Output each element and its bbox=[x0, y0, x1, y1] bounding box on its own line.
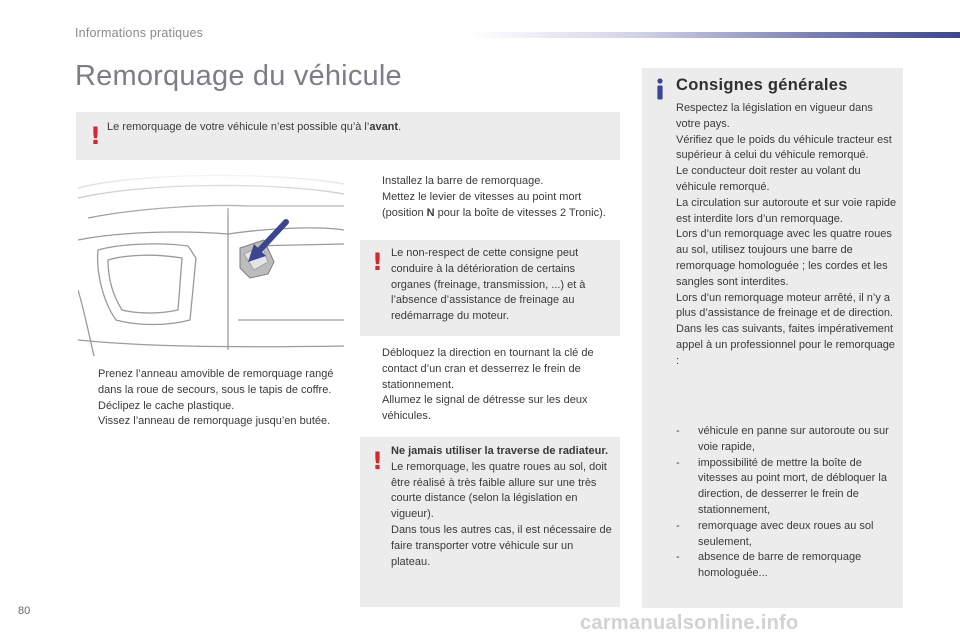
list-item bbox=[76, 399, 334, 415]
warning-bottom-text bbox=[391, 444, 613, 570]
list-item-text: Installez la barre de remorquage. bbox=[382, 175, 544, 187]
list-item-text: Allumez le signal de détresse sur les deux véhicules. bbox=[382, 394, 588, 423]
list-item bbox=[360, 190, 614, 222]
warning-middle-text: Le non-respect de cette consigne peut conduire à la détérioration de certains organes (freinage, transmission, ...) et à l’absence d’assistance de freinage au redémarrage du moteur. bbox=[391, 247, 586, 323]
list-item-text: véhicule en panne sur autoroute ou sur voie rapide, bbox=[698, 425, 889, 453]
middle-steps-list-2 bbox=[360, 346, 622, 425]
dash-mark: - bbox=[676, 425, 680, 437]
warning-bottom-bold: Ne jamais utiliser la traverse de radiateur. bbox=[391, 445, 609, 457]
list-item bbox=[676, 424, 898, 456]
gear-position-label: N bbox=[426, 206, 435, 219]
warning-icon: ! bbox=[372, 248, 383, 276]
general-instructions-text bbox=[676, 101, 898, 370]
watermark: carmanualsonline.info bbox=[580, 612, 799, 634]
list-item bbox=[76, 414, 334, 430]
left-steps-list bbox=[76, 367, 334, 430]
list-item bbox=[360, 393, 622, 425]
middle-steps-list-1 bbox=[360, 174, 614, 221]
list-item bbox=[360, 174, 614, 190]
section-label: Informations pratiques bbox=[75, 26, 204, 40]
warning-icon: ! bbox=[372, 447, 383, 475]
instruction-paragraph: Le conducteur doit rester au volant du véhicule remorqué. bbox=[676, 165, 861, 193]
list-item-text-before: Mettez le levier de vitesses au point mort (position bbox=[382, 190, 582, 219]
list-item-text: Débloquez la direction en tournant la clé de contact d’un cran et desserrez le frein de stationnement. bbox=[382, 347, 594, 391]
warning-top-text-after: . bbox=[398, 121, 402, 133]
instruction-paragraph: Vérifiez que le poids du véhicule tracteur est supérieur à celui du véhicule remorqué. bbox=[676, 133, 892, 162]
page-number: 80 bbox=[18, 605, 31, 617]
instruction-paragraph: Lors d’un remorquage avec les quatre roues au sol, utilisez toujours une barre de remorquage homologuée ; les cordes et les sangles sont interdites. bbox=[676, 228, 892, 288]
list-item-text: Déclipez le cache plastique. bbox=[98, 399, 235, 412]
instruction-paragraph: Lors d’un remorquage moteur arrêté, il n’y a plus d’assistance de freinage et de direction. bbox=[676, 291, 894, 320]
list-item-text: Prenez l’anneau amovible de remorquage rangé dans la roue de secours, sous le tapis de coffre. bbox=[98, 368, 334, 396]
warning-box-top bbox=[76, 112, 620, 160]
general-instructions-title: Consignes générales bbox=[676, 76, 848, 94]
dash-mark: - bbox=[676, 456, 680, 469]
professional-cases-list bbox=[676, 424, 898, 582]
dash-mark: - bbox=[676, 519, 680, 532]
list-item bbox=[360, 346, 622, 393]
warning-icon: ! bbox=[90, 122, 101, 150]
page-title: Remorquage du véhicule bbox=[75, 60, 402, 92]
list-item bbox=[76, 367, 334, 399]
header-gradient-bar bbox=[470, 32, 960, 38]
list-item-text: impossibilité de mettre la boîte de vitesses au point mort, de débloquer la direction, de desserrer le frein de stationnement, bbox=[698, 456, 887, 516]
list-item-text: remorquage avec deux roues au sol seulement, bbox=[698, 519, 874, 548]
list-item bbox=[676, 550, 898, 582]
list-item-text-after: pour la boîte de vitesses 2 Tronic). bbox=[434, 206, 606, 219]
warning-box-middle bbox=[360, 240, 620, 336]
list-item bbox=[676, 456, 898, 519]
instruction-paragraph: Respectez la législation en vigueur dans votre pays. bbox=[676, 102, 873, 130]
warning-bottom-p2: Dans tous les autres cas, il est nécessaire de faire transporter votre véhicule sur un plateau. bbox=[391, 523, 612, 568]
info-icon bbox=[652, 78, 668, 100]
warning-bottom-p1: Le remorquage, les quatre roues au sol, doit être réalisé à très faible allure sur une très courte distance (selon la législation en vigueur). bbox=[391, 460, 607, 521]
warning-top-bold: avant bbox=[369, 121, 399, 133]
warning-top-text-before: Le remorquage de votre véhicule n’est possible qu’à l’ bbox=[107, 121, 370, 133]
list-item bbox=[676, 519, 898, 551]
dash-mark: - bbox=[676, 551, 680, 564]
warning-top-text bbox=[107, 120, 607, 136]
list-item-text: Vissez l’anneau de remorquage jusqu’en butée. bbox=[98, 415, 331, 428]
warning-box-bottom bbox=[360, 437, 620, 607]
instruction-paragraph: La circulation sur autoroute et sur voie rapide est interdite lors d’un remorquage. bbox=[676, 196, 897, 225]
bumper-illustration bbox=[78, 170, 344, 360]
list-item-text: absence de barre de remorquage homologuée... bbox=[698, 551, 862, 580]
instruction-paragraph: Dans les cas suivants, faites impérativement appel à un professionnel pour le remorquage : bbox=[676, 323, 895, 367]
